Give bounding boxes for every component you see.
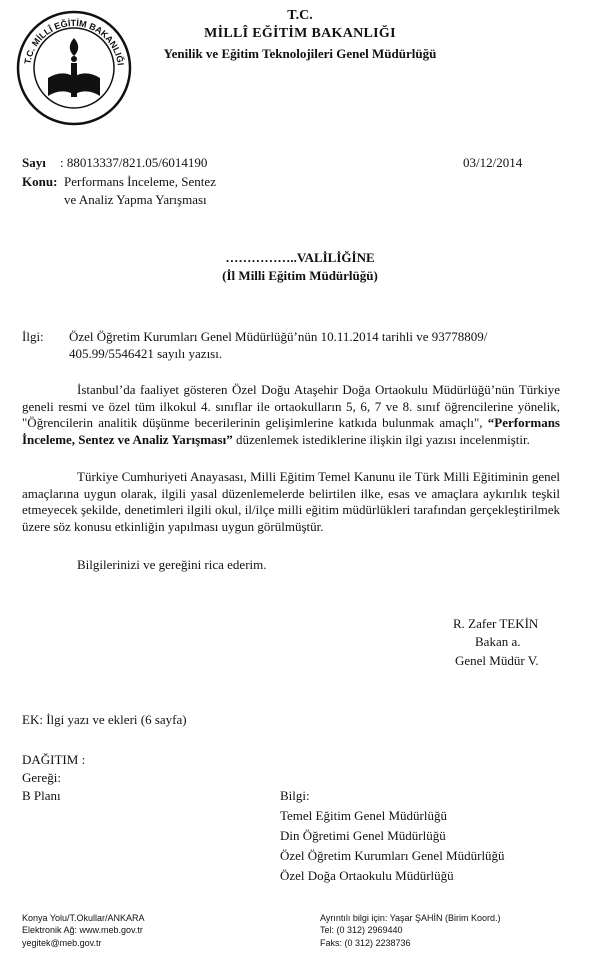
- bilgi-item: Din Öğretimi Genel Müdürlüğü: [280, 828, 446, 843]
- sayi-value: : 88013337/821.05/6014190: [60, 155, 208, 170]
- document-date: 03/12/2014: [463, 155, 523, 170]
- konu-line-1: Performans İnceleme, Sentez: [64, 174, 216, 189]
- distribution-title: DAĞITIM :: [22, 752, 86, 767]
- distribution-bilgi: Bilgi:: [280, 788, 310, 803]
- body-paragraph-2: [22, 469, 560, 535]
- body-paragraph-3-text: Bilgilerinizi ve gereğini rica ederim.: [77, 557, 267, 572]
- konu-line-2: ve Analiz Yapma Yarışması: [64, 192, 207, 207]
- body-paragraph-1-text-b: düzenlemek istediklerine ilişkin ilgi yazısı incelenmiştir.: [232, 431, 530, 447]
- svg-text:T.C. MİLLÎ EĞİTİM BAKANLIĞI: T.C. MİLLÎ EĞİTİM BAKANLIĞI: [22, 17, 126, 67]
- body-paragraph-2-text: Türkiye Cumhuriyeti Anayasası, Milli Eğitim Temel Kanunu ile Türk Milli Eğitiminin genel amaçlarına uygun olarak, ilgili yasal düzenlemelerde belirtilen ilke, esas ve amaçlara aykırılık teşkil etmeyecek şekilde, denetimleri ilgili okul, il/ilçe milli eğitim müdürlükleri tarafından gerçekleştirilmek üzere söz konusu etkinliğin yapılması uygun görülmüştür.: [22, 469, 560, 534]
- ilgi-label: İlgi:: [22, 329, 44, 344]
- ilgi-line-1: Özel Öğretim Kurumları Genel Müdürlüğü’nün 10.11.2014 tarihli ve 93778809/: [69, 329, 488, 344]
- footer-address: Konya Yolu/T.Okullar/ANKARA: [22, 913, 145, 923]
- ek-attachments: EK: İlgi yazı ve ekleri (6 sayfa): [22, 712, 187, 727]
- footer-fax: Faks: (0 312) 2238736: [320, 938, 411, 948]
- header-ministry: MİLLÎ EĞİTİM BAKANLIĞI: [204, 26, 396, 41]
- sayi-label: Sayı: [22, 155, 46, 170]
- header-tc: T.C.: [287, 8, 313, 23]
- addressee-line-1: ……………..VALİLİĞİNE: [225, 250, 375, 265]
- footer-tel: Tel: (0 312) 2969440: [320, 925, 403, 935]
- signatory-title-1: Bakan a.: [475, 634, 521, 649]
- signatory-title-2: Genel Müdür V.: [455, 653, 539, 668]
- addressee-line-2: (İl Milli Eğitim Müdürlüğü): [222, 268, 378, 283]
- bilgi-item: Özel Doğa Ortaokulu Müdürlüğü: [280, 868, 454, 883]
- body-paragraph-3: [22, 557, 560, 574]
- body-paragraph-1-text-a: İstanbul’da faaliyet gösteren Özel Doğu Ataşehir Doğa Ortaokulu Müdürlüğü’nün Türkiye geneli resmi ve özel tüm ilkokul 4. sınıflar ile ortaokulların 5, 6, 7 ve 8. sınıf öğrencilerine yönelik, "Öğrencilerin analitik düşünme becerilerinin gelişimlerine katkıda bulunmak amaçlı",: [22, 382, 560, 430]
- konu-label: Konu:: [22, 174, 58, 189]
- footer-contact: Ayrıntılı bilgi için: Yaşar ŞAHİN (Birim Koord.): [320, 913, 501, 923]
- distribution-b-plani: B Planı: [22, 788, 61, 803]
- bilgi-item: Özel Öğretim Kurumları Genel Müdürlüğü: [280, 848, 505, 863]
- distribution-geregi: Gereği:: [22, 770, 61, 785]
- footer-email: yegitek@meb.gov.tr: [22, 938, 102, 948]
- bilgi-item: Temel Eğitim Genel Müdürlüğü: [280, 808, 447, 823]
- ilgi-line-2: 405.99/5546421 sayılı yazısı.: [69, 346, 223, 361]
- signatory-name: R. Zafer TEKİN: [453, 616, 539, 631]
- header-directorate: Yenilik ve Eğitim Teknolojileri Genel Müdürlüğü: [163, 46, 437, 61]
- footer-web: Elektronik Ağ: www.meb.gov.tr: [22, 925, 143, 935]
- competition-name: “Performans İnceleme, Sentez ve Analiz Yarışması”: [22, 415, 560, 447]
- body-paragraph-1: [22, 382, 560, 448]
